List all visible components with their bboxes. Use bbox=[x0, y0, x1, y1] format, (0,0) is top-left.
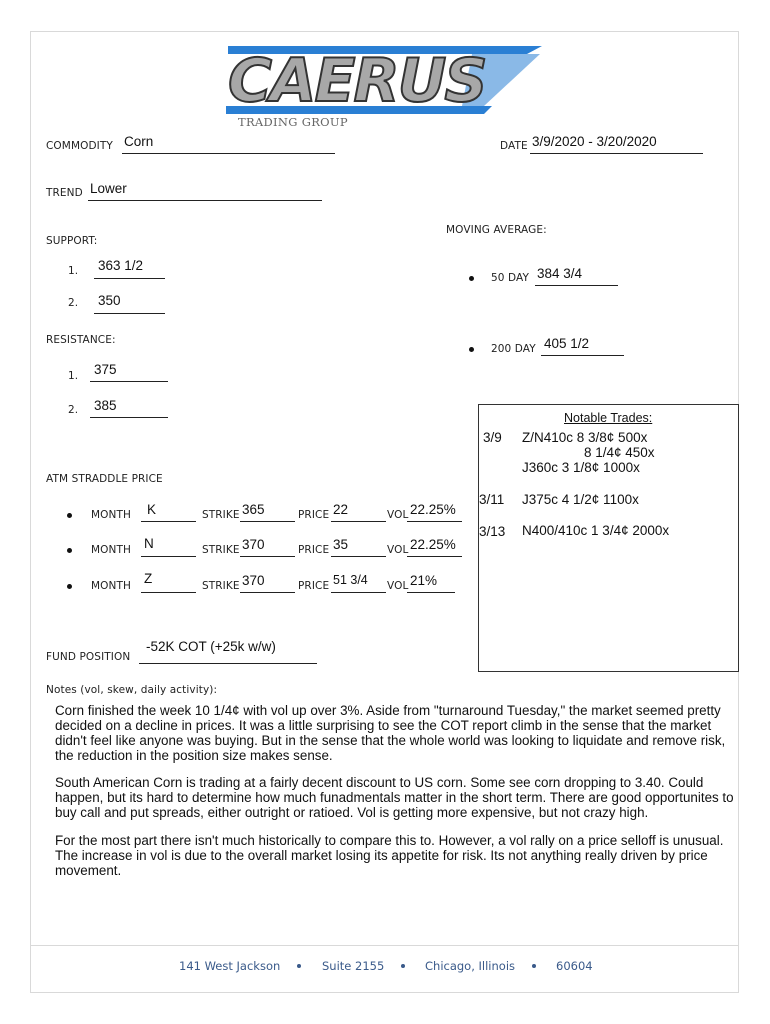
strike-label: STRIKE bbox=[202, 544, 240, 556]
notes-label: Notes (vol, skew, daily activity): bbox=[46, 684, 218, 696]
trade-line: 8 1/4¢ 450x bbox=[584, 445, 655, 460]
vol-value: 21% bbox=[410, 573, 438, 588]
trade-date-1: 3/9 bbox=[483, 430, 502, 445]
trend-label: TREND bbox=[46, 187, 83, 199]
caerus-logo bbox=[222, 44, 547, 132]
footer-dot-icon bbox=[401, 964, 405, 968]
support-label: SUPPORT: bbox=[46, 235, 98, 247]
bullet-icon bbox=[67, 584, 72, 589]
resistance-label: RESISTANCE: bbox=[46, 334, 116, 346]
ma200-label: 200 DAY bbox=[491, 343, 536, 355]
notes-paragraph-3: For the most part there isn't much historically to compare this to. However, a vol rally on a price selloff is unusual. The increase in vol is due to the overall market losing its appetite for risk. Its not anything really driven by price movement. bbox=[55, 833, 724, 878]
footer-suite: Suite 2155 bbox=[322, 959, 385, 973]
notes-paragraph-1: Corn finished the week 10 1/4¢ with vol up over 3%. Aside from "turnaround Tuesday," the market seemed pretty decided on a decline in prices. It was a little surprising to see the COT report climb in the sense that the market didn't feel like anyone was buying. But in the sense that the whole world was looking to liquidate and remove risk, the reduction in the position size makes sense. bbox=[55, 703, 726, 763]
bullet-icon bbox=[67, 548, 72, 553]
commodity-field bbox=[122, 137, 335, 154]
date-label: DATE bbox=[500, 140, 528, 152]
strike-value: 370 bbox=[242, 537, 265, 552]
strike-value: 365 bbox=[242, 502, 265, 517]
trade-line: Z/N410c 8 3/8¢ 500x bbox=[522, 430, 648, 445]
price-label: PRICE bbox=[298, 544, 330, 556]
footer-address: 141 West Jackson bbox=[179, 959, 281, 973]
commodity-label: COMMODITY bbox=[46, 140, 113, 152]
price-value: 51 3/4 bbox=[333, 573, 368, 587]
month-label: MONTH bbox=[91, 580, 131, 592]
logo-tagline: TRADING GROUP bbox=[238, 115, 348, 129]
price-value: 22 bbox=[333, 502, 349, 517]
strike-label: STRIKE bbox=[202, 509, 240, 521]
support-value-1: 363 1/2 bbox=[98, 258, 144, 273]
month-value: K bbox=[147, 502, 157, 517]
resistance-num-1: 1. bbox=[68, 370, 79, 382]
footer-divider bbox=[30, 945, 739, 946]
month-value: Z bbox=[144, 571, 153, 586]
bullet-icon bbox=[469, 347, 474, 352]
trade-date-3: 3/13 bbox=[479, 524, 506, 539]
price-label: PRICE bbox=[298, 580, 330, 592]
resistance-value-1: 375 bbox=[94, 362, 117, 377]
vol-label: VOL bbox=[387, 544, 409, 556]
support-value-2: 350 bbox=[98, 293, 121, 308]
bullet-icon bbox=[469, 276, 474, 281]
price-label: PRICE bbox=[298, 509, 330, 521]
trade-line: N400/410c 1 3/4¢ 2000x bbox=[522, 523, 670, 538]
notes-paragraph-2: South American Corn is trading at a fairly decent discount to US corn. Some see corn dropping to 3.40. Could happen, but its hard to determine how much funadmentals matter in the short term. There are good opportunites to buy call and put spreads, either outright or ratioed. Vol is getting more expensive, but not crazy high. bbox=[55, 775, 734, 820]
date-value: 3/9/2020 - 3/20/2020 bbox=[532, 134, 657, 149]
vol-value: 22.25% bbox=[410, 502, 456, 517]
trade-date-2: 3/11 bbox=[479, 492, 505, 507]
ma200-value: 405 1/2 bbox=[544, 336, 590, 351]
ma50-value: 384 3/4 bbox=[537, 266, 583, 281]
footer-zip: 60604 bbox=[556, 959, 593, 973]
footer-dot-icon bbox=[532, 964, 536, 968]
trade-line: J375c 4 1/2¢ 1100x bbox=[522, 492, 639, 507]
vol-label: VOL bbox=[387, 580, 409, 592]
support-num-1: 1. bbox=[68, 265, 79, 277]
footer-dot-icon bbox=[297, 964, 301, 968]
footer-city: Chicago, Illinois bbox=[425, 959, 516, 973]
straddle-label: ATM STRADDLE PRICE bbox=[46, 473, 163, 485]
month-label: MONTH bbox=[91, 509, 131, 521]
fund-value: -52K COT (+25k w/w) bbox=[146, 639, 276, 654]
resistance-num-2: 2. bbox=[68, 404, 79, 416]
price-value: 35 bbox=[333, 537, 349, 552]
ma50-label: 50 DAY bbox=[491, 272, 529, 284]
vol-value: 22.25% bbox=[410, 537, 456, 552]
bullet-icon bbox=[67, 513, 72, 518]
logo-wordmark: CAERUS bbox=[228, 46, 486, 116]
support-num-2: 2. bbox=[68, 297, 79, 309]
vol-label: VOL bbox=[387, 509, 409, 521]
trade-line: J360c 3 1/8¢ 1000x bbox=[522, 460, 640, 475]
trend-value: Lower bbox=[90, 181, 127, 196]
commodity-value: Corn bbox=[124, 134, 154, 149]
fund-label: FUND POSITION bbox=[46, 651, 131, 663]
moving-average-label: MOVING AVERAGE: bbox=[446, 224, 547, 236]
strike-label: STRIKE bbox=[202, 580, 240, 592]
month-label: MONTH bbox=[91, 544, 131, 556]
resistance-value-2: 385 bbox=[94, 398, 117, 413]
month-value: N bbox=[144, 536, 154, 551]
strike-value: 370 bbox=[242, 573, 265, 588]
notable-trades-title: Notable Trades: bbox=[564, 411, 653, 425]
